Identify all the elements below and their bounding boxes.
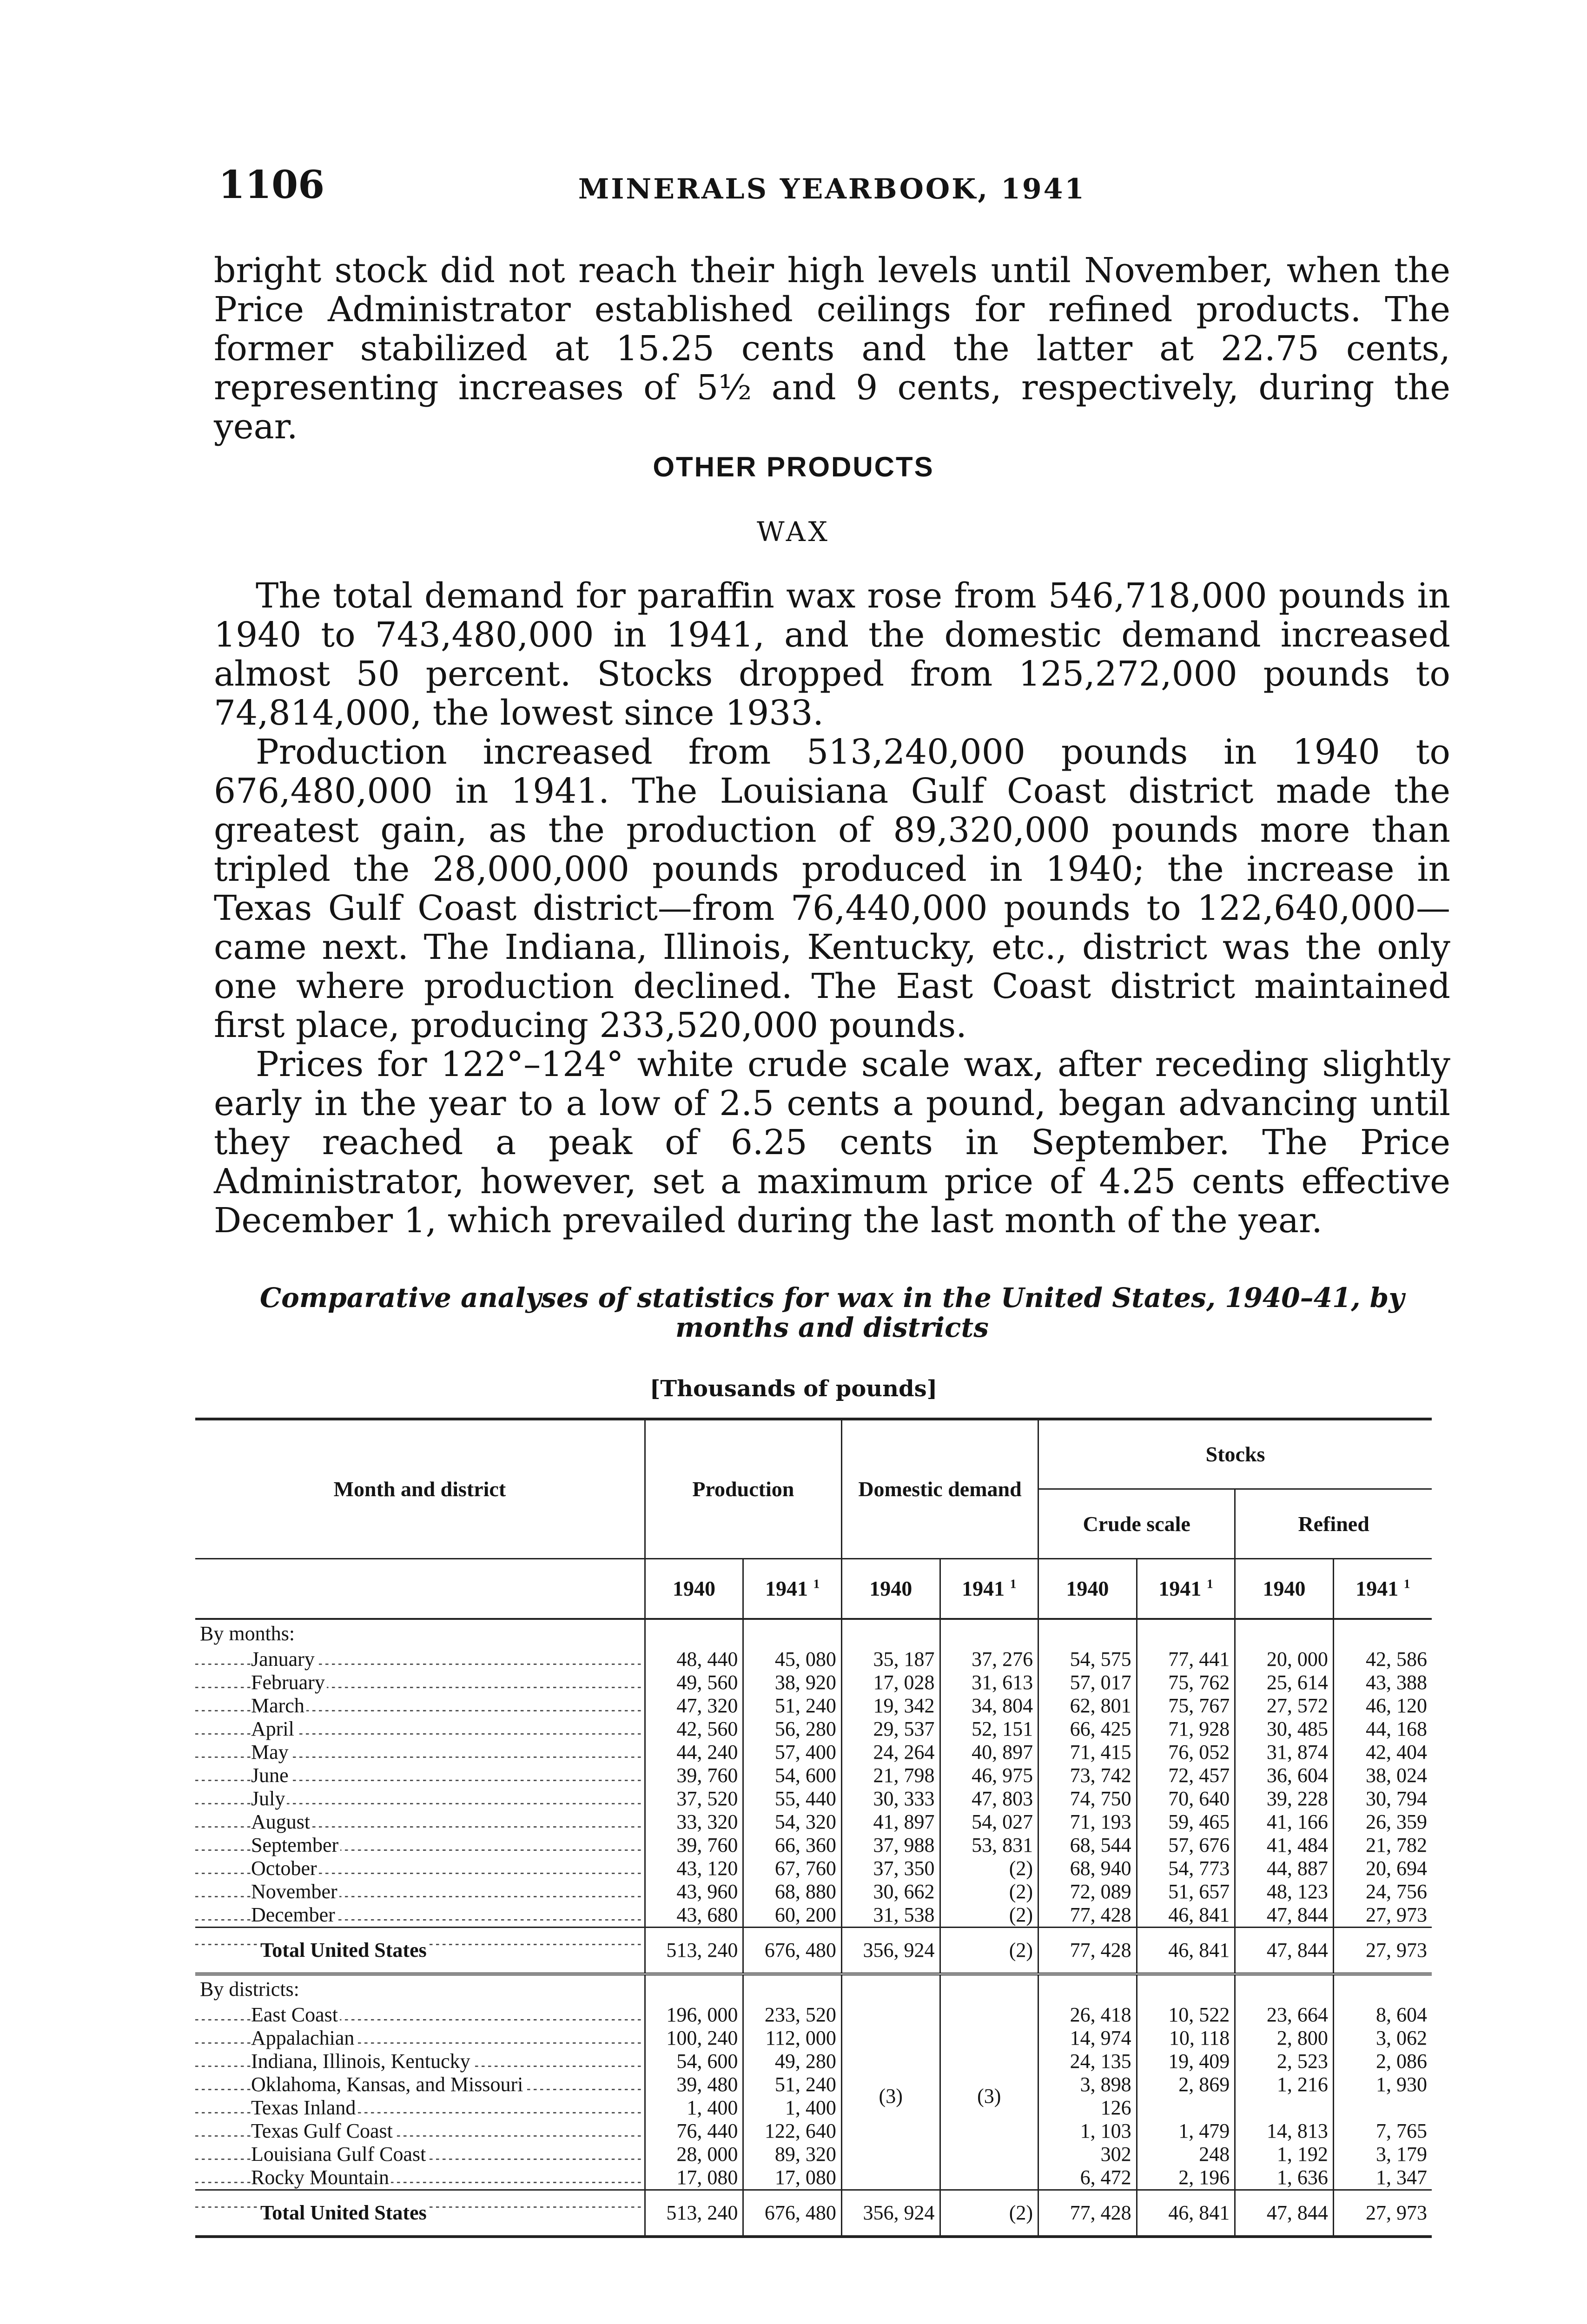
header-year: 1940	[645, 1558, 743, 1619]
row-label-text: May	[251, 1741, 291, 1763]
table-cell: 1, 479	[1137, 2119, 1235, 2143]
table-cell: 43, 120	[645, 1857, 743, 1880]
table-cell: 2, 523	[1235, 2050, 1334, 2073]
table-cell: 51, 240	[743, 1694, 842, 1717]
table-body-months	[195, 1619, 1432, 1974]
section-label-months: By months:	[200, 1622, 295, 1645]
table-cell: 42, 404	[1333, 1741, 1432, 1764]
table-cell: 30, 333	[841, 1787, 940, 1810]
table-cell: 48, 440	[645, 1648, 743, 1671]
row-label-text: July	[251, 1787, 287, 1810]
row-label	[195, 1648, 645, 1671]
table-cell: 302	[1038, 2143, 1137, 2166]
row-label-text: Texas Inland	[251, 2096, 357, 2119]
wax-statistics-table	[195, 1418, 1432, 2238]
row-label	[195, 1810, 645, 1834]
table-cell: (2)	[940, 1857, 1038, 1880]
table-cell: 3, 179	[1333, 2143, 1432, 2166]
table-cell: (2)	[940, 1928, 1038, 1974]
table-cell: 71, 415	[1038, 1741, 1137, 1764]
table-cell: 30, 485	[1235, 1717, 1334, 1741]
table-cell: 74, 750	[1038, 1787, 1137, 1810]
table-cell: 38, 920	[743, 1671, 842, 1694]
table-cell: 46, 975	[940, 1764, 1038, 1787]
row-label	[195, 2050, 645, 2073]
table-cell: 52, 151	[940, 1717, 1038, 1741]
table-cell: 31, 613	[940, 1671, 1038, 1694]
table-cell: 513, 240	[645, 1928, 743, 1974]
table-cell: 14, 974	[1038, 2027, 1137, 2050]
table-cell: 31, 874	[1235, 1741, 1334, 1764]
table-cell: 47, 844	[1235, 2190, 1334, 2237]
row-label	[195, 1717, 645, 1741]
table-cell: 17, 080	[743, 2166, 842, 2190]
paragraph-demand: The total demand for paraffin wax rose from 546,718,000 pounds in 1940 to 743,480,000 in 1941, and the domestic demand increased almost 50 percent. Stocks dropped from 125,272,000 pounds to 74,814,000, the lowest since 1933.	[214, 576, 1450, 733]
table-cell: 122, 640	[743, 2119, 842, 2143]
row-label	[195, 1694, 645, 1717]
table-cell: 31, 538	[841, 1903, 940, 1928]
row-label-text: August	[251, 1810, 312, 1833]
table-cell: 513, 240	[645, 2190, 743, 2237]
table-cell	[1235, 2096, 1334, 2119]
table-cell: 30, 662	[841, 1880, 940, 1903]
table-cell: 44, 240	[645, 1741, 743, 1764]
table-cell: 2, 086	[1333, 2050, 1432, 2073]
table-cell: 24, 756	[1333, 1880, 1432, 1903]
table-cell: 77, 428	[1038, 2190, 1137, 2237]
row-label	[195, 2190, 645, 2237]
table-cell: 28, 000	[645, 2143, 743, 2166]
paragraph-prices: Prices for 122°–124° white crude scale wax, after receding slightly early in the year to a low of 2.5 cents a pound, began advancing until they reached a peak of 6.25 cents in September. The Price Administrator, however, set a maximum price of 4.25 cents effective December 1, which prevailed during the last month of the year.	[214, 1044, 1450, 1241]
table-cell: 60, 200	[743, 1903, 842, 1928]
table-cell: 35, 187	[841, 1648, 940, 1671]
table-row-total	[195, 1928, 1432, 1974]
row-label-text: Total United States	[260, 1939, 429, 1961]
table-cell: 19, 409	[1137, 2050, 1235, 2073]
table-cell: 68, 544	[1038, 1834, 1137, 1857]
table-body-districts	[195, 1974, 1432, 2237]
table-cell: 72, 089	[1038, 1880, 1137, 1903]
table-cell: 66, 425	[1038, 1717, 1137, 1741]
table-cell: 77, 428	[1038, 1928, 1137, 1974]
table-cell: 20, 694	[1333, 1857, 1432, 1880]
table-cell-not-available: (3)	[940, 2003, 1038, 2190]
table-cell: 112, 000	[743, 2027, 842, 2050]
table-cell: 10, 118	[1137, 2027, 1235, 2050]
row-label-text: Indiana, Illinois, Kentucky	[251, 2050, 472, 2073]
row-label-text: April	[251, 1717, 296, 1740]
table-cell: 73, 742	[1038, 1764, 1137, 1787]
paragraph-text: bright stock did not reach their high levels until November, when the Price Administrator established ceilings for refined products. The former stabilized at 15.25 cents and the latter at 22.75 cents, representing increases of 5½ and 9 cents, respectively, during the year.	[214, 251, 1450, 447]
table-cell: 41, 897	[841, 1810, 940, 1834]
table-cell: 41, 166	[1235, 1810, 1334, 1834]
table-cell: 39, 760	[645, 1834, 743, 1857]
table-cell: 100, 240	[645, 2027, 743, 2050]
table-cell: 24, 264	[841, 1741, 940, 1764]
table-cell: 25, 614	[1235, 1671, 1334, 1694]
table-cell: 71, 928	[1137, 1717, 1235, 1741]
row-label	[195, 1741, 645, 1764]
table-cell: 51, 657	[1137, 1880, 1235, 1903]
table-cell: 37, 350	[841, 1857, 940, 1880]
header-stocks: Stocks	[1038, 1419, 1432, 1489]
table-cell: 126	[1038, 2096, 1137, 2119]
table-cell: 39, 228	[1235, 1787, 1334, 1810]
table-cell: 8, 604	[1333, 2003, 1432, 2027]
table-row	[195, 2119, 1432, 2143]
row-label-text: January	[251, 1648, 317, 1670]
row-label-text: June	[251, 1764, 291, 1787]
table-cell: 1, 347	[1333, 2166, 1432, 2190]
table-row	[195, 1717, 1432, 1741]
table-cell: 34, 804	[940, 1694, 1038, 1717]
table-cell: 56, 280	[743, 1717, 842, 1741]
section-label-districts: By districts:	[195, 1974, 645, 2003]
table-cell: 43, 388	[1333, 1671, 1432, 1694]
header-year: 1941 $^1$	[1333, 1558, 1432, 1619]
table-cell: 44, 887	[1235, 1857, 1334, 1880]
row-label-text: September	[251, 1834, 340, 1856]
table-row	[195, 2027, 1432, 2050]
wax-paragraphs	[214, 576, 1450, 1240]
table-cell: (2)	[940, 1903, 1038, 1928]
table-cell: 27, 973	[1333, 2190, 1432, 2237]
section-heading-other-products: OTHER PRODUCTS	[653, 451, 934, 482]
table-row	[195, 1694, 1432, 1717]
table-cell: 6, 472	[1038, 2166, 1137, 2190]
table-cell: 233, 520	[743, 2003, 842, 2027]
table-cell: 2, 196	[1137, 2166, 1235, 2190]
table-cell: 57, 676	[1137, 1834, 1235, 1857]
table-row	[195, 2073, 1432, 2096]
table-cell: 54, 027	[940, 1810, 1038, 1834]
table-cell: 1, 103	[1038, 2119, 1137, 2143]
header-crude-scale: Crude scale	[1038, 1489, 1235, 1558]
table-cell: 1, 400	[645, 2096, 743, 2119]
table-cell: 2, 800	[1235, 2027, 1334, 2050]
row-label	[195, 1834, 645, 1857]
wax-statistics-table-container	[195, 1418, 1432, 2238]
table-cell: (2)	[940, 1880, 1038, 1903]
row-label-text: East Coast	[251, 2003, 340, 2026]
row-label	[195, 2027, 645, 2050]
table-cell: 30, 794	[1333, 1787, 1432, 1810]
table-cell: 54, 600	[743, 1764, 842, 1787]
table-cell: 27, 572	[1235, 1694, 1334, 1717]
table-cell: 42, 560	[645, 1717, 743, 1741]
header-year: 1941 $^1$	[743, 1558, 842, 1619]
table-cell: 1, 192	[1235, 2143, 1334, 2166]
table-cell: 26, 418	[1038, 2003, 1137, 2027]
row-label-text: November	[251, 1880, 339, 1903]
table-cell: 26, 359	[1333, 1810, 1432, 1834]
table-cell: 46, 841	[1137, 2190, 1235, 2237]
row-label-text: Appalachian	[251, 2027, 356, 2049]
table-row	[195, 2166, 1432, 2190]
row-label	[195, 2143, 645, 2166]
header-year: 1940	[1235, 1558, 1334, 1619]
row-label-text: Oklahoma, Kansas, and Missouri	[251, 2073, 525, 2096]
table-cell: 49, 560	[645, 1671, 743, 1694]
header-year: 1941 $^1$	[1137, 1558, 1235, 1619]
row-label	[195, 1671, 645, 1694]
table-cell: 38, 024	[1333, 1764, 1432, 1787]
table-cell: 54, 575	[1038, 1648, 1137, 1671]
table-cell: 43, 680	[645, 1903, 743, 1928]
table-cell: 44, 168	[1333, 1717, 1432, 1741]
table-row	[195, 2096, 1432, 2119]
row-label	[195, 2003, 645, 2027]
row-label-text: Rocky Mountain	[251, 2166, 391, 2189]
table-row-section	[195, 1974, 1432, 2003]
table-cell: 27, 973	[1333, 1903, 1432, 1928]
row-label-text: Texas Gulf Coast	[251, 2119, 395, 2142]
table-row	[195, 1671, 1432, 1694]
table-cell: 70, 640	[1137, 1787, 1235, 1810]
table-cell: 68, 880	[743, 1880, 842, 1903]
row-label	[195, 1787, 645, 1810]
row-label-text: March	[251, 1694, 306, 1717]
table-cell: 356, 924	[841, 1928, 940, 1974]
table-cell: 49, 280	[743, 2050, 842, 2073]
table-cell: 51, 240	[743, 2073, 842, 2096]
table-row	[195, 2050, 1432, 2073]
table-cell: 356, 924	[841, 2190, 940, 2237]
table-cell: 57, 017	[1038, 1671, 1137, 1694]
table-cell: 68, 940	[1038, 1857, 1137, 1880]
row-label	[195, 2096, 645, 2119]
table-cell: 27, 973	[1333, 1928, 1432, 1974]
table-row	[195, 1648, 1432, 1671]
table-cell: 54, 320	[743, 1810, 842, 1834]
table-cell: 48, 123	[1235, 1880, 1334, 1903]
page-number: 1106	[218, 163, 325, 207]
row-label	[195, 1903, 645, 1928]
table-cell: 7, 765	[1333, 2119, 1432, 2143]
table-cell: 75, 767	[1137, 1694, 1235, 1717]
table-cell: 20, 000	[1235, 1648, 1334, 1671]
table-cell: 17, 028	[841, 1671, 940, 1694]
table-cell: 14, 813	[1235, 2119, 1334, 2143]
row-label-text: December	[251, 1903, 337, 1926]
table-cell: 47, 844	[1235, 1903, 1334, 1928]
header-refined: Refined	[1235, 1489, 1432, 1558]
table-cell: 3, 062	[1333, 2027, 1432, 2050]
table-cell: 45, 080	[743, 1648, 842, 1671]
row-label-text: Total United States	[260, 2201, 429, 2224]
table-row	[195, 1903, 1432, 1928]
row-label-text: October	[251, 1857, 319, 1880]
table-cell: 55, 440	[743, 1787, 842, 1810]
running-title: MINERALS YEARBOOK, 1941	[578, 173, 1086, 205]
table-cell: 47, 844	[1235, 1928, 1334, 1974]
table-cell: 19, 342	[841, 1694, 940, 1717]
row-label	[195, 1928, 645, 1974]
table-cell: 77, 428	[1038, 1903, 1137, 1928]
table-cell: 37, 988	[841, 1834, 940, 1857]
table-cell: 17, 080	[645, 2166, 743, 2190]
table-row	[195, 1834, 1432, 1857]
table-cell: 41, 484	[1235, 1834, 1334, 1857]
table-row	[195, 1857, 1432, 1880]
table-row	[195, 1880, 1432, 1903]
table-row	[195, 1764, 1432, 1787]
row-label	[195, 1764, 645, 1787]
table-cell: 47, 320	[645, 1694, 743, 1717]
table-cell: 46, 120	[1333, 1694, 1432, 1717]
table-cell: 1, 216	[1235, 2073, 1334, 2096]
table-cell: 36, 604	[1235, 1764, 1334, 1787]
table-cell: 57, 400	[743, 1741, 842, 1764]
section-heading-wax: WAX	[757, 516, 830, 548]
row-label-text: February	[251, 1671, 327, 1694]
paragraph-production: Production increased from 513,240,000 pounds in 1940 to 676,480,000 in 1941. The Louisiana Gulf Coast district made the greatest gain, as the production of 89,320,000 pounds more than tripled the 28,000,000 pounds produced in 1940; the increase in Texas Gulf Coast district—from 76,440,000 pounds to 122,640,000—came next. The Indiana, Illinois, Kentucky, etc., district was the only one where production declined. The East Coast district maintained first place, producing 233,520,000 pounds.	[214, 732, 1450, 1045]
row-label	[195, 2166, 645, 2190]
row-label	[195, 1880, 645, 1903]
table-cell: 1, 636	[1235, 2166, 1334, 2190]
header-production: Production	[645, 1419, 841, 1558]
table-cell	[1333, 2096, 1432, 2119]
row-label	[195, 2119, 645, 2143]
table-cell: 42, 586	[1333, 1648, 1432, 1671]
table-cell: 676, 480	[743, 2190, 842, 2237]
table-caption: Comparative analyses of statistics for wax in the United States, 1940–41, by months and districts	[260, 1282, 1404, 1343]
header-year: 1941 $^1$	[940, 1558, 1038, 1619]
header-year: 1940	[1038, 1558, 1137, 1619]
table-cell: 46, 841	[1137, 1928, 1235, 1974]
header-year: 1940	[841, 1558, 940, 1619]
page-header	[218, 163, 1446, 214]
table-cell: 29, 537	[841, 1717, 940, 1741]
table-cell: 47, 803	[940, 1787, 1038, 1810]
table-cell: 10, 522	[1137, 2003, 1235, 2027]
table-cell: 33, 320	[645, 1810, 743, 1834]
table-row	[195, 1741, 1432, 1764]
table-cell: 21, 782	[1333, 1834, 1432, 1857]
table-row-total	[195, 2190, 1432, 2237]
table-cell	[1137, 2096, 1235, 2119]
table-cell: 53, 831	[940, 1834, 1038, 1857]
table-cell: 1, 400	[743, 2096, 842, 2119]
table-cell: 39, 480	[645, 2073, 743, 2096]
table-cell: 46, 841	[1137, 1903, 1235, 1928]
table-row	[195, 1810, 1432, 1834]
table-cell: (2)	[940, 2190, 1038, 2237]
table-cell: 72, 457	[1137, 1764, 1235, 1787]
header-month-district: Month and district	[333, 1477, 506, 1501]
table-row	[195, 1787, 1432, 1810]
table-cell: 196, 000	[645, 2003, 743, 2027]
table-cell: 67, 760	[743, 1857, 842, 1880]
table-cell: 89, 320	[743, 2143, 842, 2166]
row-label	[195, 1857, 645, 1880]
row-label-text: Louisiana Gulf Coast	[251, 2143, 428, 2166]
table-cell: 43, 960	[645, 1880, 743, 1903]
table-cell: 676, 480	[743, 1928, 842, 1974]
table-cell: 24, 135	[1038, 2050, 1137, 2073]
table-row	[195, 2003, 1432, 2027]
table-cell: 3, 898	[1038, 2073, 1137, 2096]
row-label	[195, 2073, 645, 2096]
table-cell: 54, 600	[645, 2050, 743, 2073]
table-cell: 54, 773	[1137, 1857, 1235, 1880]
table-cell: 75, 762	[1137, 1671, 1235, 1694]
table-cell: 40, 897	[940, 1741, 1038, 1764]
table-units: [Thousands of pounds]	[649, 1376, 938, 1402]
table-cell: 2, 869	[1137, 2073, 1235, 2096]
table-cell: 21, 798	[841, 1764, 940, 1787]
table-cell: 37, 276	[940, 1648, 1038, 1671]
table-row	[195, 2143, 1432, 2166]
table-cell: 1, 930	[1333, 2073, 1432, 2096]
paragraph-continued	[214, 251, 1450, 446]
table-cell: 59, 465	[1137, 1810, 1235, 1834]
table-cell: 76, 440	[645, 2119, 743, 2143]
table-cell: 66, 360	[743, 1834, 842, 1857]
table-cell: 39, 760	[645, 1764, 743, 1787]
table-cell: 77, 441	[1137, 1648, 1235, 1671]
table-cell: 23, 664	[1235, 2003, 1334, 2027]
table-cell: 71, 193	[1038, 1810, 1137, 1834]
table-cell: 37, 520	[645, 1787, 743, 1810]
table-cell-not-available: (3)	[841, 2003, 940, 2190]
table-cell: 248	[1137, 2143, 1235, 2166]
table-cell: 76, 052	[1137, 1741, 1235, 1764]
table-cell: 62, 801	[1038, 1694, 1137, 1717]
header-domestic-demand: Domestic demand	[841, 1419, 1038, 1558]
